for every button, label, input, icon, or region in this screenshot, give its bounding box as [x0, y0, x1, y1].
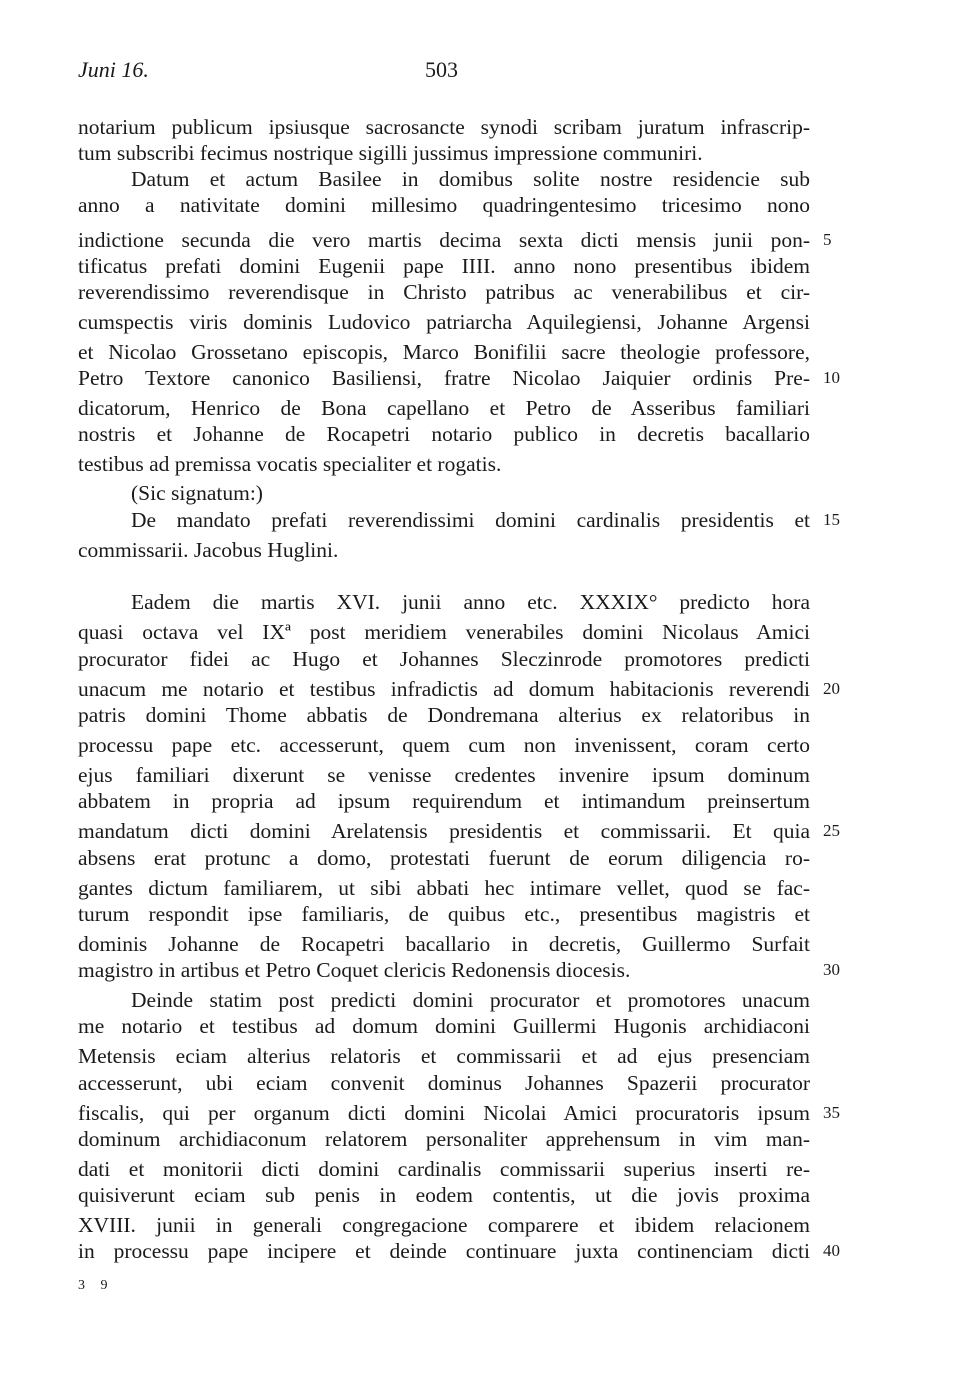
text-line: accesserunt, ubi eciam convenit dominus Johannes Spazerii procurator	[78, 1071, 810, 1095]
text-line: abbatem in propria ad ipsum requirendum et intimandum preinsertum	[78, 789, 810, 813]
text-line: Eadem die martis XVI. junii anno etc. XXXIX° predicto hora	[131, 590, 810, 614]
text-line: nostris et Johanne de Rocapetri notario publico in decretis bacallario	[78, 422, 810, 446]
margin-line-number: 35	[823, 1103, 840, 1122]
margin-line-number: 20	[823, 679, 840, 698]
text-line: magistro in artibus et Petro Coquet clericis Redonensis diocesis.	[78, 958, 631, 982]
margin-line-number: 5	[823, 230, 832, 249]
text-line: mandatum dicti domini Arelatensis presidentis et commissarii. Et quia	[78, 819, 810, 843]
margin-line-number: 10	[823, 368, 840, 387]
text-line: unacum me notario et testibus infradictis ad domum habitacionis reverendi	[78, 677, 810, 701]
text-line: et Nicolao Grossetano episcopis, Marco Bonifilii sacre theologie professore,	[78, 340, 810, 364]
text-line: in processu pape incipere et deinde continuare juxta continenciam dicti	[78, 1239, 810, 1263]
text-line: me notario et testibus ad domum domini Guillermi Hugonis archidiaconi	[78, 1014, 810, 1038]
text-line: (Sic signatum:)	[131, 481, 263, 505]
text-line: anno a nativitate domini millesimo quadringentesimo tricesimo nono	[78, 193, 810, 217]
text-line: Petro Textore canonico Basiliensi, fratre Nicolao Jaiquier ordinis Pre-	[78, 366, 810, 390]
text-line: Metensis eciam alterius relatoris et commissarii et ad ejus presenciam	[78, 1044, 810, 1068]
text-line: XVIII. junii in generali congregacione comparere et ibidem relacionem	[78, 1213, 810, 1237]
running-header-date: Juni 16.	[78, 57, 149, 82]
text-line: procurator fidei ac Hugo et Johannes Sleczinrode promotores predicti	[78, 647, 810, 671]
text-line: quisiverunt eciam sub penis in eodem contentis, ut die jovis proxima	[78, 1183, 810, 1207]
text-line: notarium publicum ipsiusque sacrosancte synodi scribam juratum infrascrip-	[78, 115, 810, 139]
text-line: testibus ad premissa vocatis specialiter et rogatis.	[78, 452, 502, 476]
signature-mark: 3 9	[78, 1278, 114, 1293]
text-line: dominis Johanne de Rocapetri bacallario in decretis, Guillermo Surfait	[78, 932, 810, 956]
text-line: Datum et actum Basilee in domibus solite nostre residencie sub	[131, 167, 810, 191]
text-line: turum respondit ipse familiaris, de quibus etc., presentibus magistris et	[78, 902, 810, 926]
margin-line-number: 15	[823, 510, 840, 529]
text-line: quasi octava vel IXª post meridiem venerabiles domini Nicolaus Amici	[78, 620, 810, 644]
margin-line-number: 25	[823, 821, 840, 840]
text-line: tificatus prefati domini Eugenii pape IIII. anno nono presentibus ibidem	[78, 254, 810, 278]
text-line: patris domini Thome abbatis de Dondremana alterius ex relatoribus in	[78, 703, 810, 727]
text-line: De mandato prefati reverendissimi domini cardinalis presidentis et	[131, 508, 810, 532]
text-line: cumspectis viris dominis Ludovico patriarcha Aquilegiensi, Johanne Argensi	[78, 310, 810, 334]
text-line: dominum archidiaconum relatorem personaliter apprehensum in vim man-	[78, 1127, 810, 1151]
margin-line-number: 30	[823, 960, 840, 979]
text-line: ejus familiari dixerunt se venisse credentes invenire ipsum dominum	[78, 763, 810, 787]
text-line: gantes dictum familiarem, ut sibi abbati hec intimare vellet, quod se fac-	[78, 876, 810, 900]
text-line: dicatorum, Henrico de Bona capellano et Petro de Asseribus familiari	[78, 396, 810, 420]
text-line: commissarii. Jacobus Huglini.	[78, 538, 339, 562]
page-number: 503	[425, 57, 458, 82]
text-line: processu pape etc. accesserunt, quem cum non invenissent, coram certo	[78, 733, 810, 757]
text-line: dati et monitorii dicti domini cardinalis commissarii superius inserti re-	[78, 1157, 810, 1181]
text-line: fiscalis, qui per organum dicti domini Nicolai Amici procuratoris ipsum	[78, 1101, 810, 1125]
text-line: reverendissimo reverendisque in Christo patribus ac venerabilibus et cir-	[78, 280, 810, 304]
text-line: indictione secunda die vero martis decima sexta dicti mensis junii pon-	[78, 228, 810, 252]
margin-line-number: 40	[823, 1241, 840, 1260]
text-line: Deinde statim post predicti domini procurator et promotores unacum	[131, 988, 810, 1012]
text-line: absens erat protunc a domo, protestati fuerunt de eorum diligencia ro-	[78, 846, 810, 870]
text-line: tum subscribi fecimus nostrique sigilli jussimus impressione communiri.	[78, 141, 703, 165]
